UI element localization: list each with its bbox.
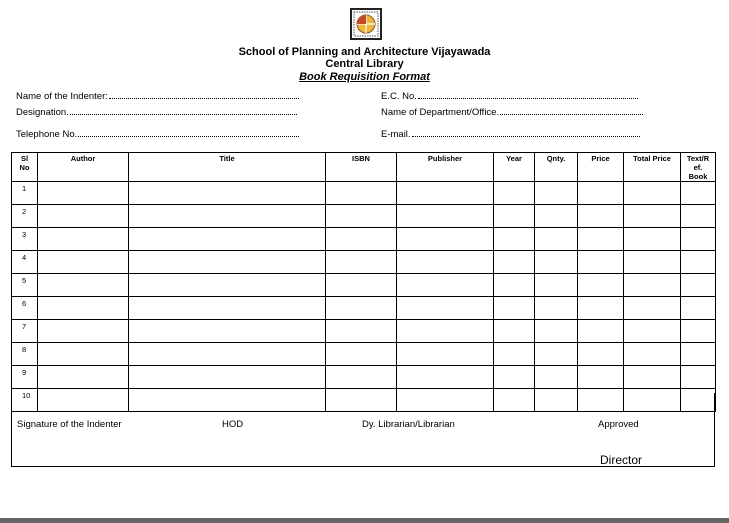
department-office-field[interactable] bbox=[381, 105, 643, 118]
designation-field[interactable] bbox=[16, 105, 297, 118]
table-cell[interactable] bbox=[624, 343, 681, 366]
institution-logo bbox=[350, 8, 382, 40]
table-cell[interactable] bbox=[535, 297, 578, 320]
table-cell[interactable] bbox=[494, 251, 535, 274]
table-cell[interactable] bbox=[535, 251, 578, 274]
table-cell[interactable] bbox=[535, 228, 578, 251]
row-number: 4 bbox=[12, 251, 38, 274]
table-cell[interactable] bbox=[326, 297, 397, 320]
table-cell[interactable] bbox=[578, 274, 624, 297]
designation-label: Designation. bbox=[16, 107, 69, 118]
row-number: 2 bbox=[12, 205, 38, 228]
table-cell[interactable] bbox=[38, 205, 129, 228]
table-cell[interactable] bbox=[535, 182, 578, 205]
ec-no-field[interactable] bbox=[381, 89, 638, 102]
table-cell[interactable] bbox=[624, 297, 681, 320]
table-cell[interactable] bbox=[624, 205, 681, 228]
approved-label: Approved bbox=[598, 419, 639, 430]
email-field[interactable] bbox=[381, 127, 640, 140]
col-price: Price bbox=[578, 153, 624, 182]
table-cell[interactable] bbox=[129, 205, 326, 228]
row-number: 3 bbox=[12, 228, 38, 251]
table-cell[interactable] bbox=[624, 320, 681, 343]
indenter-name-label: Name of the Indenter: bbox=[16, 91, 108, 102]
table-cell[interactable] bbox=[624, 228, 681, 251]
table-row bbox=[12, 366, 716, 389]
table-cell[interactable] bbox=[624, 366, 681, 389]
table-row bbox=[12, 228, 716, 251]
col-year: Year bbox=[494, 153, 535, 182]
row-number: 5 bbox=[12, 274, 38, 297]
table-row bbox=[12, 251, 716, 274]
indenter-signature-label: Signature of the Indenter bbox=[17, 419, 122, 430]
table-cell[interactable] bbox=[494, 320, 535, 343]
col-sl-no bbox=[12, 153, 38, 182]
table-cell[interactable] bbox=[681, 205, 716, 228]
hod-signature-label: HOD bbox=[222, 419, 244, 430]
table-cell[interactable] bbox=[397, 320, 494, 343]
table-cell[interactable] bbox=[397, 297, 494, 320]
col-isbn: ISBN bbox=[326, 153, 397, 182]
table-cell[interactable] bbox=[326, 251, 397, 274]
table-cell[interactable] bbox=[681, 182, 716, 205]
email-label: E-mail. bbox=[381, 129, 411, 140]
table-cell[interactable] bbox=[494, 228, 535, 251]
table-cell[interactable] bbox=[129, 274, 326, 297]
table-cell[interactable] bbox=[326, 182, 397, 205]
telephone-label: Telephone No. bbox=[16, 129, 78, 140]
telephone-field[interactable] bbox=[16, 127, 299, 140]
table-cell[interactable] bbox=[326, 320, 397, 343]
table-cell[interactable] bbox=[326, 274, 397, 297]
table-cell[interactable] bbox=[397, 274, 494, 297]
table-cell[interactable] bbox=[38, 251, 129, 274]
table-cell[interactable] bbox=[681, 251, 716, 274]
signature-section bbox=[11, 393, 715, 467]
form-title: Book Requisition Format bbox=[299, 71, 430, 83]
col-publisher: Publisher bbox=[397, 153, 494, 182]
table-cell[interactable] bbox=[494, 205, 535, 228]
table-cell[interactable] bbox=[397, 343, 494, 366]
indenter-name-field[interactable] bbox=[16, 89, 299, 102]
table-cell[interactable] bbox=[38, 320, 129, 343]
bottom-bar bbox=[0, 518, 729, 523]
table-cell[interactable] bbox=[326, 343, 397, 366]
table-row bbox=[12, 205, 716, 228]
librarian-signature-label: Dy. Librarian/Librarian bbox=[362, 419, 455, 430]
table-cell[interactable] bbox=[397, 182, 494, 205]
table-cell[interactable] bbox=[681, 274, 716, 297]
col-author: Author bbox=[38, 153, 129, 182]
table-cell[interactable] bbox=[494, 297, 535, 320]
row-number: 6 bbox=[12, 297, 38, 320]
table-cell[interactable] bbox=[38, 366, 129, 389]
table-cell[interactable] bbox=[397, 251, 494, 274]
row-number: 1 bbox=[12, 182, 38, 205]
table-cell[interactable] bbox=[624, 274, 681, 297]
table-cell[interactable] bbox=[535, 343, 578, 366]
table-cell[interactable] bbox=[38, 274, 129, 297]
col-total-price: Total Price bbox=[624, 153, 681, 182]
table-cell[interactable] bbox=[535, 274, 578, 297]
table-cell[interactable] bbox=[38, 182, 129, 205]
col-sl-no-b: No bbox=[19, 163, 30, 172]
table-cell[interactable] bbox=[578, 343, 624, 366]
table-row bbox=[12, 182, 716, 205]
table-cell[interactable] bbox=[578, 320, 624, 343]
col-text-ref-b: ef. bbox=[693, 163, 703, 172]
table-cell[interactable] bbox=[397, 228, 494, 251]
table-cell[interactable] bbox=[129, 366, 326, 389]
table-cell[interactable] bbox=[397, 366, 494, 389]
table-cell[interactable] bbox=[578, 228, 624, 251]
table-cell[interactable] bbox=[681, 297, 716, 320]
table-cell[interactable] bbox=[494, 343, 535, 366]
table-cell[interactable] bbox=[578, 297, 624, 320]
col-qnty: Qnty. bbox=[535, 153, 578, 182]
table-cell[interactable] bbox=[535, 205, 578, 228]
table-cell[interactable] bbox=[494, 274, 535, 297]
department-office-label: Name of Department/Office. bbox=[381, 107, 500, 118]
table-cell[interactable] bbox=[397, 205, 494, 228]
table-cell[interactable] bbox=[326, 366, 397, 389]
col-text-ref-a: Text/R bbox=[686, 154, 710, 163]
table-cell[interactable] bbox=[681, 320, 716, 343]
department-name: Central Library bbox=[325, 58, 404, 70]
row-number: 7 bbox=[12, 320, 38, 343]
table-cell[interactable] bbox=[624, 182, 681, 205]
table-cell[interactable] bbox=[681, 228, 716, 251]
institution-name: School of Planning and Architecture Vijayawada bbox=[238, 46, 491, 58]
table-cell[interactable] bbox=[129, 320, 326, 343]
col-sl-no-a: Sl bbox=[20, 154, 29, 163]
table-row bbox=[12, 274, 716, 297]
table-cell[interactable] bbox=[129, 228, 326, 251]
table-cell[interactable] bbox=[129, 343, 326, 366]
table-cell[interactable] bbox=[578, 366, 624, 389]
table-cell[interactable] bbox=[578, 205, 624, 228]
table-cell[interactable] bbox=[326, 205, 397, 228]
table-cell[interactable] bbox=[535, 320, 578, 343]
director-label: Director bbox=[600, 453, 643, 467]
table-row bbox=[12, 297, 716, 320]
col-text-ref-c: Book bbox=[688, 172, 708, 181]
table-cell[interactable] bbox=[578, 251, 624, 274]
ec-no-label: E.C. No. bbox=[381, 91, 417, 102]
table-row bbox=[12, 343, 716, 366]
table-cell[interactable] bbox=[129, 251, 326, 274]
row-number: 9 bbox=[12, 366, 38, 389]
table-row bbox=[12, 320, 716, 343]
table-cell[interactable] bbox=[535, 366, 578, 389]
table-cell[interactable] bbox=[38, 343, 129, 366]
table-cell[interactable] bbox=[129, 182, 326, 205]
table-header-row bbox=[12, 153, 716, 182]
table-cell[interactable] bbox=[326, 228, 397, 251]
table-cell[interactable] bbox=[129, 297, 326, 320]
col-title: Title bbox=[129, 153, 326, 182]
table-cell[interactable] bbox=[38, 228, 129, 251]
col-text-ref-book bbox=[681, 153, 716, 182]
table-cell[interactable] bbox=[38, 297, 129, 320]
table-cell[interactable] bbox=[681, 343, 716, 366]
table-cell[interactable] bbox=[624, 251, 681, 274]
table-cell[interactable] bbox=[681, 366, 716, 389]
table-cell[interactable] bbox=[494, 366, 535, 389]
row-number: 10 bbox=[12, 389, 38, 412]
table-cell[interactable] bbox=[494, 182, 535, 205]
table-cell[interactable] bbox=[578, 182, 624, 205]
requisition-table bbox=[11, 152, 716, 412]
row-number: 8 bbox=[12, 343, 38, 366]
